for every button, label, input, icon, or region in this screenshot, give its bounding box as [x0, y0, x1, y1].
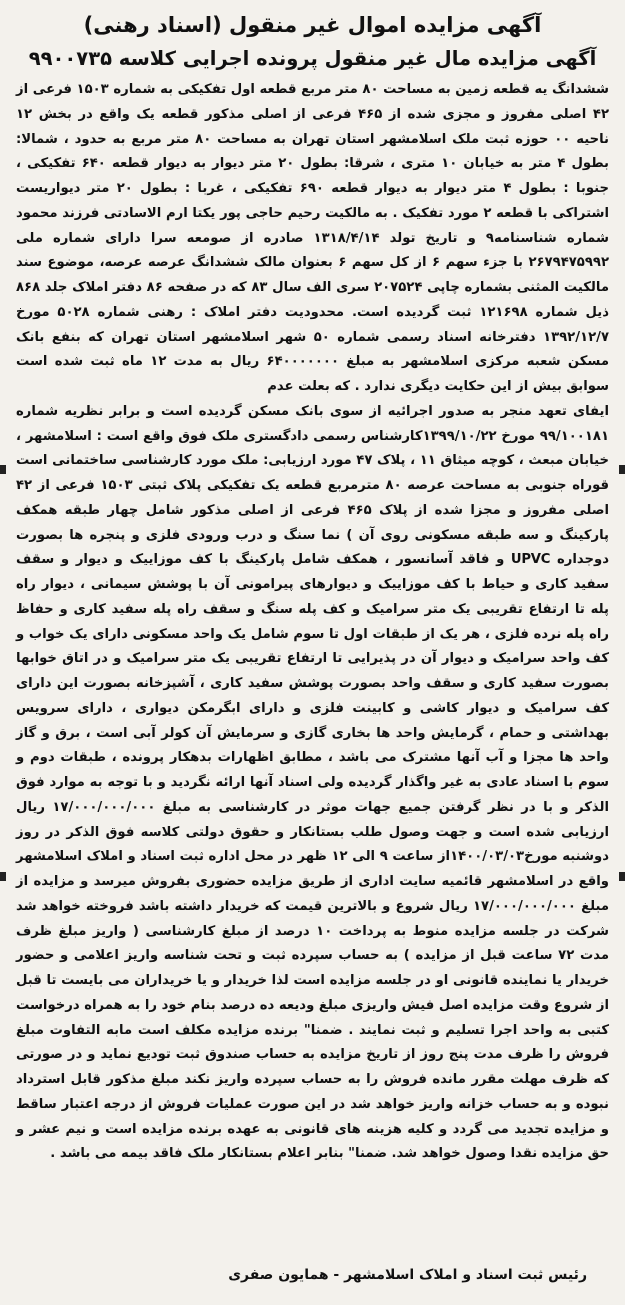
notice-title: آگهی مزایده اموال غیر منقول (اسناد رهنی) — [83, 13, 542, 37]
column-break-mark-left — [0, 465, 6, 474]
signature-line: رئیس ثبت اسناد و املاک اسلامشهر - همایون صفری — [228, 1267, 587, 1283]
notice-body — [16, 78, 609, 1167]
column-break-mark-right — [619, 465, 625, 474]
auction-terms-paragraph: ایفای تعهد منجر به صدور اجرائیه از سوی بانک مسکن گردیده است و برابر نظریه شماره ۹۹/۱۰۰۱۸۱ مورخ ۱۳۹۹/۱۰/۲۲کارشناس رسمی دادگستری ملک فوق واقع است : اسلامشهر ، خیابان مبعث ، کوچه میثاق ۱۱ ، پلاک ۴۷ مورد ارزیابی: ملک مورد کارشناسی ساختمانی است قوراه جنوبی به مساحت عرصه ۸۰ مترمربع قطعه یک تفکیکی پلاک ثبتی ۱۵۰۳ فرعی از ۴۲ اصلی مفروز و مجزا شده از پلاک ۴۶۵ فرعی از اصلی مذکور شامل چهار طبقه همکف پارکینگ و سه طبقه مسکونی روی آن ) نما سنگ و درب ورودی فلزی و پنجره ها بصورت دوجداره UPVC و فاقد آسانسور ، همکف شامل پارکینگ با کف موزاییک و دیوار و سقف سفید کاری و حیاط با کف موزاییک و دیوارهای پیرامونی آن با پوشش سیمانی ، دیوار راه پله تا ارتفاع تقریبی یک متر سرامیک و کف پله سنگ و سقف راه پله سفید کاری و حفاظ راه پله نرده فلزی ، هر یک از طبقات اول تا سوم شامل یک واحد مسکونی دارای یک خواب و کف واحد سرامیک و دیوار آن در پذیرایی تا ارتفاع تقریبی یک متر سرامیک و در اتاق خوابها بصورت سفید کاری و سقف واحد بصورت پوشش سفید کاری ، آشپزخانه بصورت این دارای کف سرامیک و دیوار کاشی و کابینت فلزی و دارای ابگرمکن دیواری ، دارای سرویس بهداشتی و حمام ، گرمایش واحد ها بخاری گازی و سرمایش آن کولر آبی است ، برق و گاز واحد ها مجزا و آب آنها مشترک می باشد ، مطابق اظهارات بدهکار پرونده ، طبقات دوم و سوم با اسناد عادی به غیر واگذار گردیده ولی اسناد آنها ارائه نگردید و با توجه به موارد فوق الذکر و با در نظر گرفتن جمیع جهات موثر در کارشناسی به مبلغ ۱۷/۰۰۰/۰۰۰/۰۰۰ ریال ارزیابی شده است و جهت وصول طلب بستانکار و حقوق دولتی کلاسه فوق الذکر در روز دوشنبه مورخ۱۴۰۰/۰۳/۰۳از ساعت ۹ الی ۱۲ ظهر در محل اداره ثبت اسناد و املاک اسلامشهر واقع در اسلامشهر قائمیه سایت اداری از طریق مزایده حضوری بفروش میرسد و مزایده از مبلغ ۱۷/۰۰۰/۰۰۰/۰۰۰ ریال شروع و بالاترین قیمت که خریدار داشته باشد فروخته خواهد شد شرکت در جلسه مزایده منوط به پرداخت ۱۰ درصد از مبلغ کارشناسی ( واریز مبلغ ظرف مدت ۷۲ ساعت قبل از مزایده ) به حساب سپرده ثبت و تحت شناسه واریز اعلامی و حضور خریدار یا نماینده قانونی او در جلسه مزایده است لذا خریدار و یا خریداران می بایست تا قبل از شروع وقت مزایده اصل فیش واریزی مبلغ ودیعه ده درصد بنام خود را به همراه درخواست کتبی به واحد اجرا تسلیم و ثبت نمایند . ضمنا" برنده مزایده مکلف است مابه التفاوت مبلغ فروش را ظرف مدت پنج روز از تاریخ مزایده به حساب صندوق ثبت تودیع نماید و در صورتی که ظرف مهلت مقرر مانده فروش را به حساب سپرده واریز نکند مبلغ مذکور قابل استرداد نبوده و به حساب خزانه واریز خواهد شد در این صورت عملیات فروش از درجه اعتبار ساقط و مزایده تجدید می گردد و کلیه هزینه های قانونی به عهده برنده مزایده است و نیم عشر و حق مزایده نقدا وصول خواهد شد. ضمنا" بنابر اعلام بستانکار ملک فاقد بیمه می باشد . — [16, 403, 610, 1162]
property-description-paragraph: ششدانگ یه قطعه زمین به مساحت ۸۰ متر مربع قطعه اول تفکیکی به شماره ۱۵۰۳ فرعی از ۴۲ اصلی مفروز و مجزی شده از ۴۶۵ فرعی از اصلی مذکور قطعه یک واقع در بخش ۱۲ ناحیه ۰۰ حوزه ثبت ملک اسلامشهر استان تهران به مساحت ۸۰ متر مربع به حدود ، شمالا: بطول ۴ متر به خیابان ۱۰ متری ، شرقا: بطول ۲۰ متر دیوار به دیوار قطعه ۶۴۰ تفکیکی ، جنوبا : بطول ۴ متر دیوار به دیوار قطعه ۶۹۰ تفکیکی ، غربا : بطول ۲۰ متر دیواریست اشتراکی با قطعه ۲ مورد تفکیک . به مالکیت رحیم حاجی پور یکتا ارم الاسادتی فرزند محمود شماره شناسنامه۹ و تاریخ تولد ۱۳۱۸/۴/۱۴ صادره از صومعه سرا دارای شماره ملی ۲۶۷۹۴۷۵۹۹۲ با جزء سهم ۶ از کل سهم ۶ بعنوان مالک ششدانگ عرصه عرصه، موضوع سند مالکیت المثنی بشماره چاپی ۲۰۷۵۲۴ سری الف سال ۸۳ که در صفحه ۸۶ دفتر املاک جلد ۸۶۸ ذیل شماره ۱۲۱۶۹۸ ثبت گردیده است. محدودیت دفتر املاک : رهنی شماره ۵۰۲۸ مورخ ۱۳۹۲/۱۲/۷ دفترخانه اسناد رسمی شماره ۵۰ شهر اسلامشهر استان تهران که بنفع بانک مسکن شعبه مرکزی اسلامشهر به مبلغ ۶۴۰۰۰۰۰۰۰ ریال به مدت ۱۲ ماه ثبت شده است سوابق بیش از این حکایت دیگری ندارد . که بعلت عدم — [16, 82, 610, 394]
notice-subtitle: آگهی مزایده مال غیر منقول پرونده اجرایی کلاسه ۹۹۰۰۷۳۵ — [28, 47, 597, 70]
column-break-mark-left — [0, 872, 6, 881]
column-break-mark-right — [619, 872, 625, 881]
